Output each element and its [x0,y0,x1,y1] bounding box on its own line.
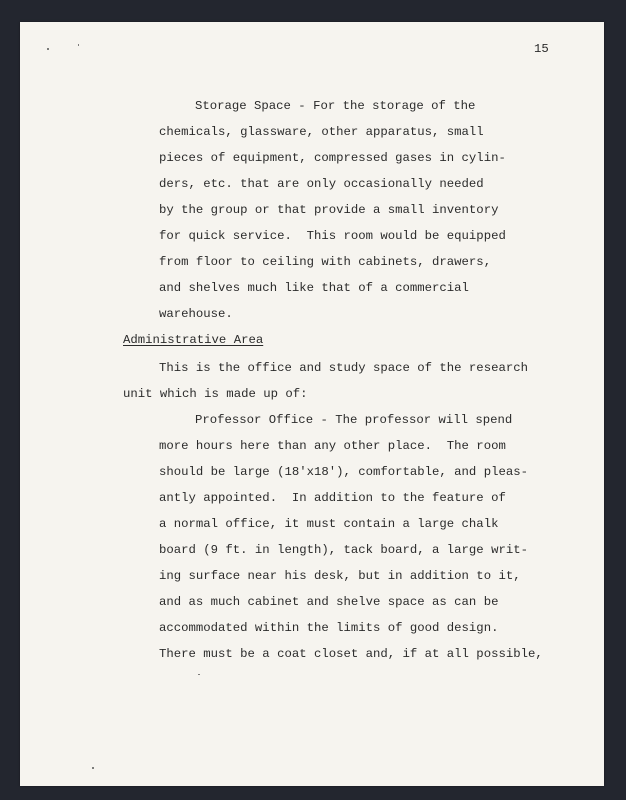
professor-line: Professor Office - The professor will spend [195,413,513,427]
storage-line: by the group or that provide a small inventory [159,203,499,217]
professor-line: accommodated within the limits of good design. [159,621,499,635]
storage-line: ders, etc. that are only occasionally needed [159,177,484,191]
storage-line: from floor to ceiling with cabinets, drawers, [159,255,492,269]
page-number: 15 [534,42,549,56]
storage-line: warehouse. [159,307,233,321]
storage-line: and shelves much like that of a commercial [159,281,469,295]
professor-line: board (9 ft. in length), tack board, a large writ- [159,543,528,557]
paper-speck [198,674,200,675]
section-heading: Administrative Area [123,333,264,347]
typewritten-page [20,22,604,786]
paper-speck [47,48,49,50]
storage-line: for quick service. This room would be equipped [159,229,506,243]
storage-line: Storage Space - For the storage of the [195,99,476,113]
intro-line: unit which is made up of: [123,387,308,401]
storage-line: chemicals, glassware, other apparatus, small [159,125,484,139]
intro-line: This is the office and study space of the research [159,361,528,375]
paper-speck [78,44,79,46]
professor-line: There must be a coat closet and, if at all possible, [159,647,543,661]
professor-line: more hours here than any other place. The room [159,439,506,453]
professor-line: should be large (18'x18'), comfortable, and pleas- [159,465,528,479]
professor-line: antly appointed. In addition to the feature of [159,491,506,505]
storage-line: pieces of equipment, compressed gases in cylin- [159,151,506,165]
professor-line: ing surface near his desk, but in addition to it, [159,569,521,583]
paper-speck [92,767,94,769]
professor-line: and as much cabinet and shelve space as can be [159,595,499,609]
professor-line: a normal office, it must contain a large chalk [159,517,499,531]
